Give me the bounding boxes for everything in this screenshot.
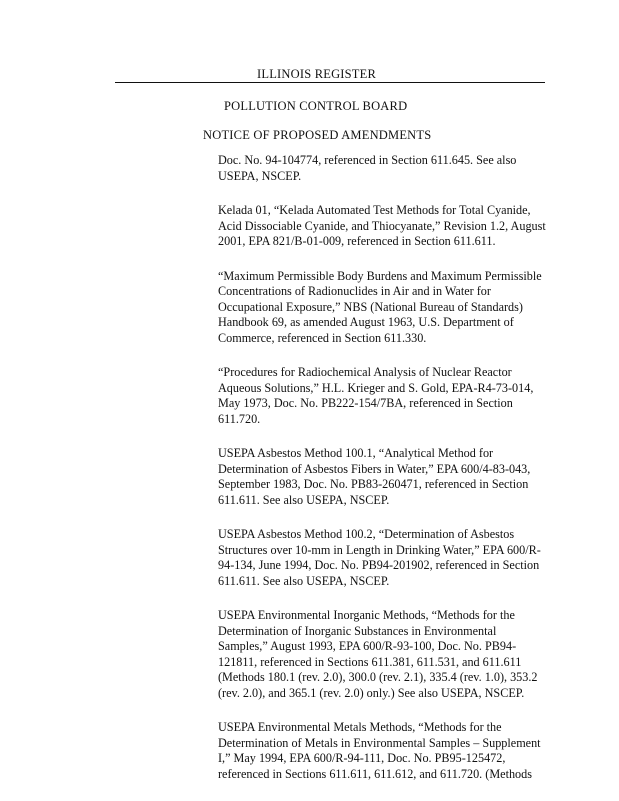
reference-paragraph <box>218 720 548 782</box>
register-title: ILLINOIS REGISTER <box>257 67 377 81</box>
text-line: Determination of Inorganic Substances in Environmental <box>218 623 497 638</box>
text-line: September 1983, Doc. No. PB83-260471, referenced in Section <box>218 477 529 491</box>
text-line: Determination of Metals in Environmental Samples – Supplement <box>218 735 541 750</box>
text-line: 611.611. See also USEPA, NSCEP. <box>218 492 390 507</box>
text-line: Occupational Exposure,” NBS (National Bureau of Standards) <box>218 299 523 314</box>
text-line: 94-134, June 1994, Doc. No. PB94-201902, referenced in Section <box>218 558 540 572</box>
reference-paragraph <box>218 608 548 701</box>
text-line: Doc. No. 94-104774, referenced in Section 611.645. See also <box>218 153 517 167</box>
text-line: USEPA Environmental Inorganic Methods, “Methods for the <box>218 608 515 622</box>
text-line: USEPA Asbestos Method 100.2, “Determination of Asbestos <box>218 527 515 541</box>
text-line: “Maximum Permissible Body Burdens and Maximum Permissible <box>218 268 542 283</box>
reference-paragraph <box>218 446 548 508</box>
text-line: USEPA Environmental Metals Methods, “Methods for the <box>218 720 502 734</box>
text-line: Aqueous Solutions,” H.L. Krieger and S. Gold, EPA-R4-73-014, <box>218 380 534 395</box>
text-line: USEPA Asbestos Method 100.1, “Analytical Method for <box>218 446 494 460</box>
text-line: (Methods 180.1 (rev. 2.0), 300.0 (rev. 2.1), 335.4 (rev. 1.0), 353.2 <box>218 670 538 684</box>
reference-paragraph <box>218 527 548 589</box>
text-line: (rev. 2.0), and 365.1 (rev. 2.0) only.) See also USEPA, NSCEP. <box>218 685 525 700</box>
text-line: I,” May 1994, EPA 600/R-94-111, Doc. No. PB95-125472, <box>218 751 506 765</box>
text-line: referenced in Sections 611.611, 611.612, and 611.720. (Methods <box>218 766 532 781</box>
text-line: Concentrations of Radionuclides in Air and in Water for <box>218 284 491 298</box>
reference-paragraph <box>218 365 548 427</box>
text-line: Samples,” August 1993, EPA 600/R-93-100, Doc. No. PB94- <box>218 639 517 653</box>
reference-paragraph <box>218 153 548 184</box>
text-line: 611.720. <box>218 411 261 426</box>
header-rule <box>115 82 545 83</box>
document-body <box>218 153 548 801</box>
text-line: Handbook 69, as amended August 1963, U.S. Department of <box>218 315 514 329</box>
text-line: Determination of Asbestos Fibers in Water,” EPA 600/4-83-043, <box>218 461 531 476</box>
text-line: 121811, referenced in Sections 611.381, 611.531, and 611.611 <box>218 654 522 669</box>
text-line: Structures over 10-mm in Length in Drinking Water,” EPA 600/R- <box>218 542 541 557</box>
reference-paragraph <box>218 203 548 250</box>
text-line: USEPA, NSCEP. <box>218 168 302 183</box>
text-line: “Procedures for Radiochemical Analysis of Nuclear Reactor <box>218 365 512 379</box>
board-title: POLLUTION CONTROL BOARD <box>224 99 408 113</box>
text-line: Commerce, referenced in Section 611.330. <box>218 330 427 345</box>
text-line: Acid Dissociable Cyanide, and Thiocyanate,” Revision 1.2, August <box>218 218 546 233</box>
text-line: May 1973, Doc. No. PB222-154/7BA, referenced in Section <box>218 396 513 410</box>
text-line: 611.611. See also USEPA, NSCEP. <box>218 573 390 588</box>
notice-title: NOTICE OF PROPOSED AMENDMENTS <box>203 128 432 142</box>
reference-paragraph <box>218 269 548 347</box>
text-line: 2001, EPA 821/B-01-009, referenced in Section 611.611. <box>218 234 496 248</box>
text-line: Kelada 01, “Kelada Automated Test Methods for Total Cyanide, <box>218 203 531 217</box>
